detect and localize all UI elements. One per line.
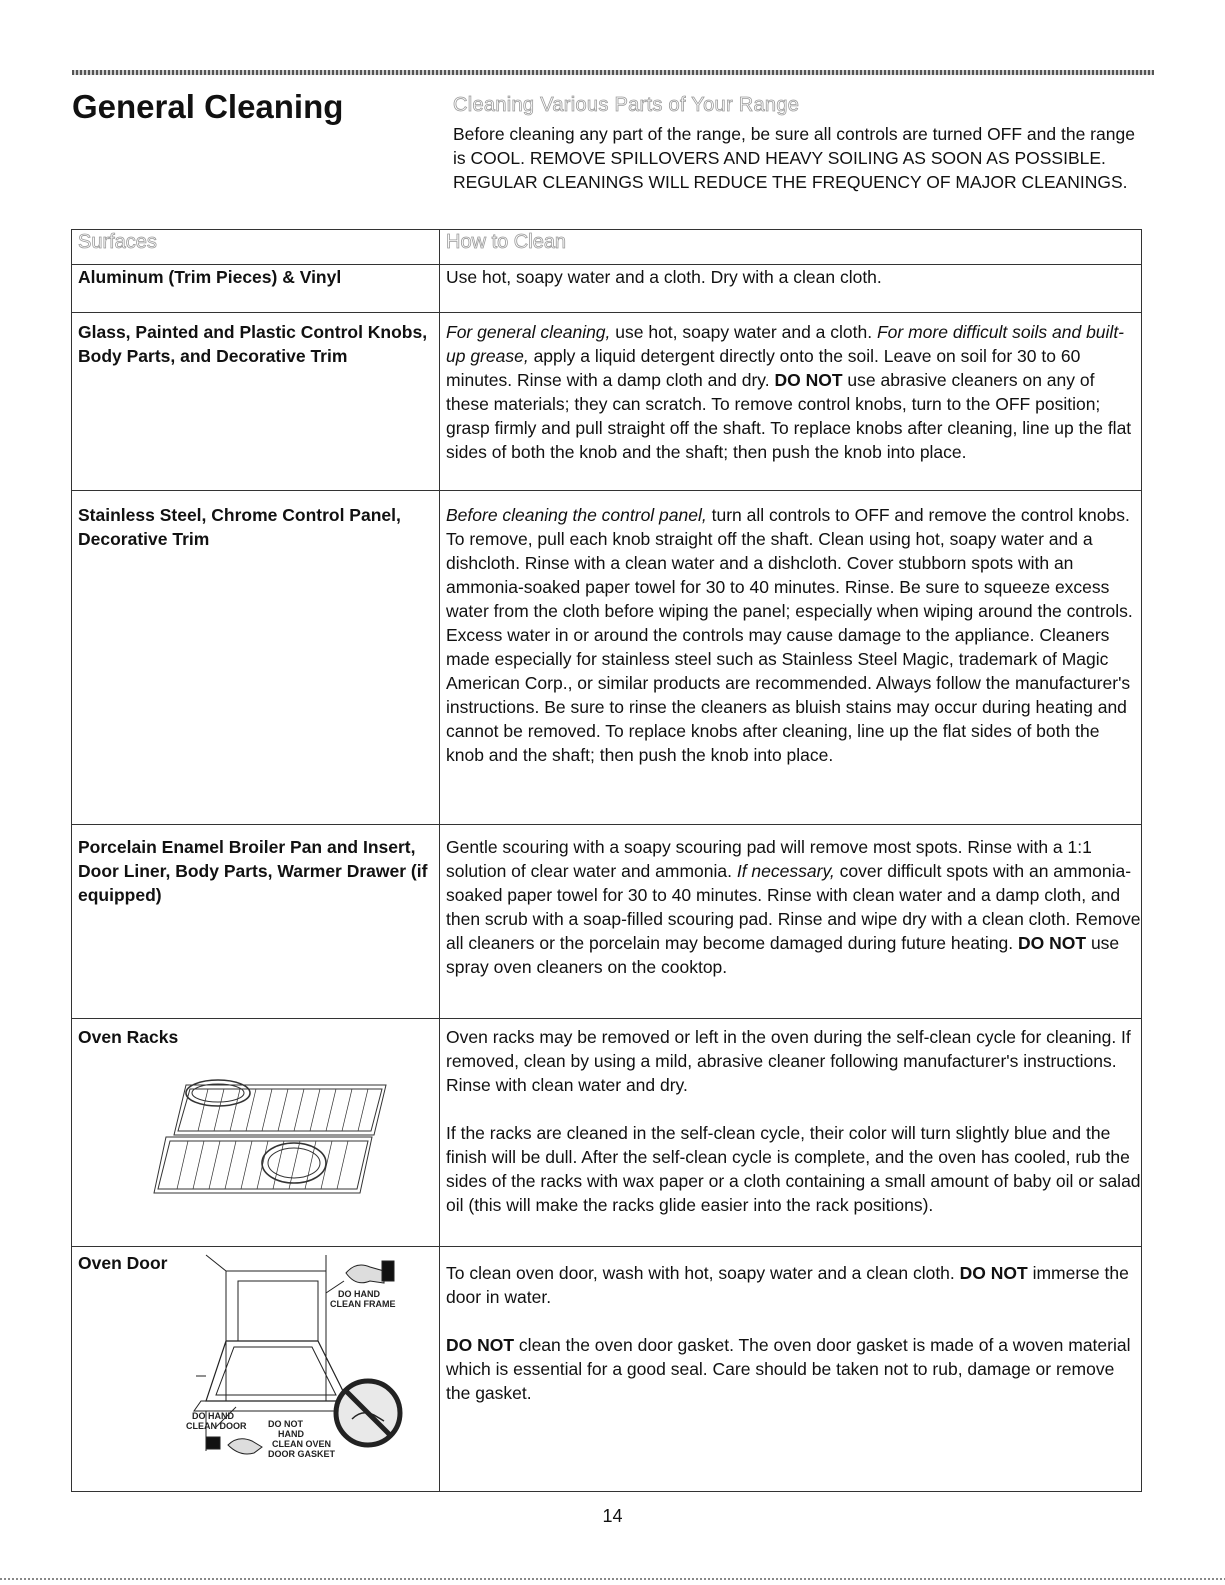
emph-text: For more difficult soils and built-up grease, — [446, 322, 1125, 366]
body-text: cover difficult spots with an ammonia-soaked paper towel for 30 to 40 minutes. Rinse with clean water and a damp cloth, and then scrub with a soap-filled scouring pad. Rinse and wipe dry with a clean cloth. Remove all cleaners or the porcelain may become damaged during future heating. — [446, 861, 1141, 953]
cleaning-table — [71, 229, 1142, 1492]
clean-porcelain — [440, 825, 1142, 1019]
label-gasket-1: DO NOT — [268, 1419, 303, 1429]
table-row — [72, 825, 1142, 1019]
surface-racks-cell — [72, 1019, 440, 1247]
clean-door — [440, 1247, 1142, 1492]
door-figure-wrap — [78, 1251, 439, 1471]
clean-stainless — [440, 491, 1142, 825]
table-header-row — [72, 230, 1142, 265]
table-row — [72, 265, 1142, 313]
body-text: turn all controls to OFF and remove the control knobs. To remove, pull each knob straight off the shaft. Clean using hot, soapy water and a dishcloth. Rinse with a clean water and a dishcloth. Cover stubborn spots with an ammonia-soaked paper towel for 30 to 40 minutes. Rinse. Be sure to squeeze excess water from the cloth before wiping the panel; especially when wiping around the controls. Excess water in or around the controls may cause damage to the appliance. Cleaners made especially for stainless steel such as Stainless Steel Magic, trademark of Magic American Corp., or similar products are recommended. Always follow the manufacturer's instructions. Be sure to rinse the cleaners as bluish stains may occur during heating and cannot be removed. To replace knobs after cleaning, line up the flat sides of both the knob and the shaft; then push the knob into place. — [446, 505, 1133, 765]
surface-door: Oven Door — [78, 1253, 168, 1273]
emph-text: For general cleaning, — [446, 322, 611, 342]
body-text: immerse the door in water. — [446, 1263, 1129, 1307]
racks-paragraph-1: Oven racks may be removed or left in the oven during the self-clean cycle for cleaning. If removed, clean by using a mild, abrasive cleaner following manufacturer's instructions. Rinse with clean water and dry. — [446, 1027, 1131, 1095]
oven-door-illustration — [176, 1251, 431, 1471]
intro-text: Before cleaning any part of the range, be sure all controls are turned OFF and the range is COOL. REMOVE SPILLOVERS AND HEAVY SOILING AS SOON AS POSSIBLE. REGULAR CLEANINGS WILL REDUCE THE FREQUENCY OF MAJOR CLEANINGS. — [453, 124, 1135, 192]
door-paragraph-2 — [446, 1333, 1141, 1405]
warning-text: DO NOT — [959, 1263, 1028, 1283]
body-text: use abrasive cleaners on any of these materials; they can scratch. To remove control knobs, turn to the OFF position; grasp firmly and pull straight off the shaft. To replace knobs after cleaning, line up the flat sides of both the knob and the shaft; then push the knob into place. — [446, 370, 1132, 462]
surface-porcelain: Porcelain Enamel Broiler Pan and Insert, Door Liner, Body Parts, Warmer Drawer (if equipped) — [72, 825, 440, 1019]
oven-racks-illustration — [136, 1063, 396, 1203]
body-text: clean the oven door gasket. The oven door gasket is made of a woven material which is essential for a good seal. Care should be taken not to rub, damage or remove the gasket. — [446, 1335, 1131, 1403]
surface-glass: Glass, Painted and Plastic Control Knobs, Body Parts, and Decorative Trim — [72, 313, 440, 491]
intro-heading: Cleaning Various Parts of Your Range — [453, 94, 800, 116]
bottom-dotted-rule — [0, 1578, 1225, 1580]
surface-racks: Oven Racks — [78, 1027, 179, 1047]
body-text: Gentle scouring with a soapy scouring pad will remove most spots. Rinse with a 1:1 solution of clear water and ammonia. — [446, 837, 1092, 881]
label-frame-2: CLEAN FRAME — [330, 1299, 396, 1309]
warning-text: DO NOT — [1018, 933, 1087, 953]
label-gasket-4: DOOR GASKET — [268, 1449, 336, 1459]
emph-text: Before cleaning the control panel, — [446, 505, 707, 525]
page-title: General Cleaning — [72, 88, 344, 125]
label-door-1: DO HAND — [192, 1411, 234, 1421]
top-dotted-rule — [72, 70, 1154, 75]
emph-text: If necessary, — [736, 861, 835, 881]
racks-paragraph-2: If the racks are cleaned in the self-clean cycle, their color will turn slightly blue and the finish will be dull. After the self-clean cycle is complete, and the oven has cooled, rub the sides of the racks with wax paper or a cloth containing a small amount of baby oil or salad oil (this will make the racks glide easier into the rack positions). — [446, 1123, 1141, 1215]
clean-racks — [440, 1019, 1142, 1247]
table-row — [72, 313, 1142, 491]
label-door-2: CLEAN DOOR — [186, 1421, 247, 1431]
warning-text: DO NOT — [446, 1335, 515, 1355]
clean-aluminum: Use hot, soapy water and a cloth. Dry with a clean cloth. — [440, 265, 1142, 313]
label-gasket-2: HAND — [278, 1429, 304, 1439]
table-row — [72, 491, 1142, 825]
body-text: apply a liquid detergent directly onto the soil. Leave on soil for 30 to 60 minutes. Rinse with a damp cloth and dry. — [446, 346, 1081, 390]
body-text: use spray oven cleaners on the cooktop. — [446, 933, 1120, 977]
header-how-to-clean: How to Clean — [440, 230, 1142, 265]
label-gasket-3: CLEAN OVEN — [272, 1439, 332, 1449]
clean-glass — [440, 313, 1142, 491]
table-row — [72, 1247, 1142, 1492]
header-surfaces: Surfaces — [72, 230, 440, 265]
door-paragraph-1 — [446, 1261, 1141, 1309]
surface-stainless: Stainless Steel, Chrome Control Panel, Decorative Trim — [72, 491, 440, 825]
table-row — [72, 1019, 1142, 1247]
body-text: use hot, soapy water and a cloth. — [610, 322, 877, 342]
body-text: To clean oven door, wash with hot, soapy water and a clean cloth. — [446, 1263, 960, 1283]
page-number: 14 — [602, 1506, 623, 1526]
label-frame-1: DO HAND — [338, 1289, 380, 1299]
surface-aluminum: Aluminum (Trim Pieces) & Vinyl — [72, 265, 440, 313]
surface-door-cell — [72, 1247, 440, 1492]
warning-text: DO NOT — [774, 370, 843, 390]
